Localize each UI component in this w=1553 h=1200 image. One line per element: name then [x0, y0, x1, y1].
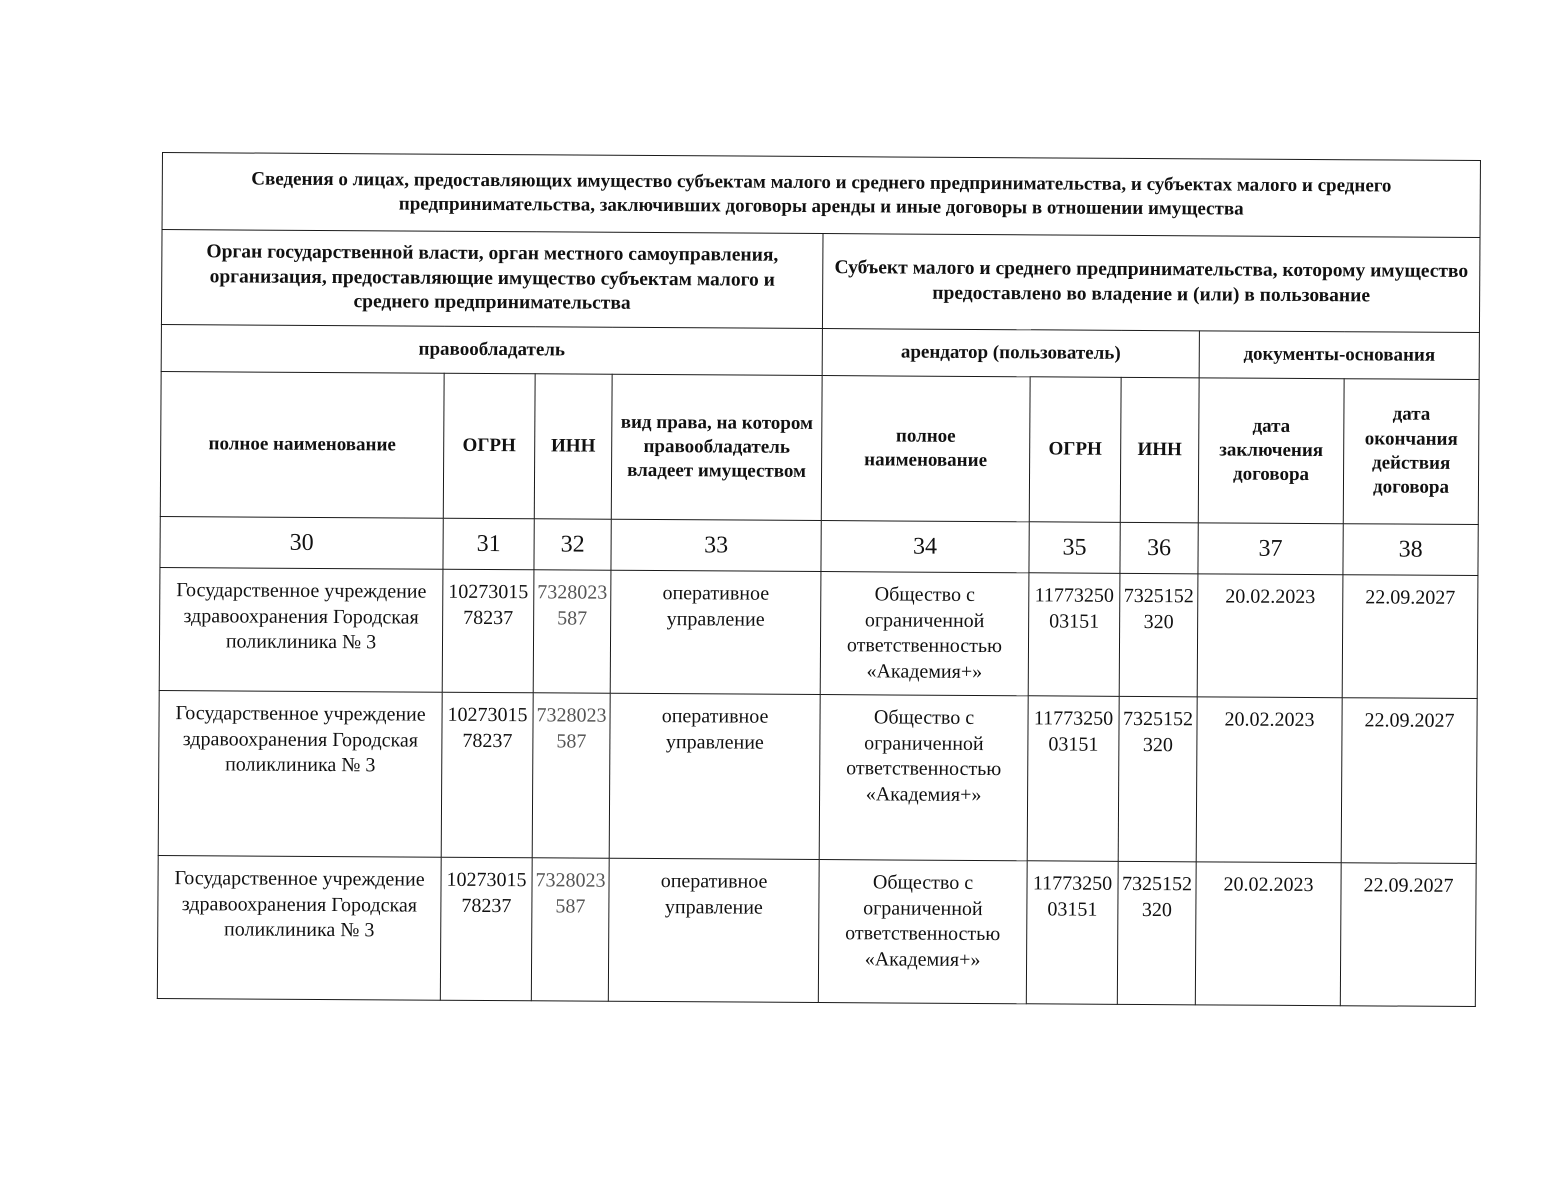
- col-number: 37: [1198, 523, 1343, 575]
- holder-ogrn-cell: 1027301578237: [442, 569, 534, 693]
- group-header-smb-subject: Субъект малого и среднего предпринимательства, которому имущество предоставлено во владение и (или) в пользование: [822, 234, 1480, 333]
- tenant-inn-cell: 7325152320: [1117, 861, 1196, 1004]
- col-header-date-end: дата окончания действия договора: [1343, 379, 1479, 525]
- tenant-inn-cell: 7325152320: [1119, 573, 1198, 696]
- tenant-ogrn-cell: 1177325003151: [1027, 696, 1119, 862]
- holder-ogrn-cell: 1027301578237: [441, 692, 533, 858]
- col-number: 31: [443, 518, 534, 570]
- subgroup-tenant: арендатор (пользователь): [822, 329, 1199, 378]
- right-type-cell: оперативное управление: [610, 570, 821, 694]
- column-number-row: [160, 516, 1478, 575]
- group-row: [161, 230, 1480, 333]
- col-number: 38: [1343, 524, 1478, 576]
- holder-inn-cell: 7328023587: [531, 858, 609, 1001]
- registry-table: [157, 152, 1481, 1007]
- tenant-name-cell: Общество с ограниченной ответственностью «Академия+»: [819, 695, 1028, 861]
- tenant-name-cell: Общество с ограниченной ответственностью «Академия+»: [818, 860, 1027, 1004]
- col-number: 30: [160, 516, 443, 569]
- col-header-date-start: дата заключения договора: [1198, 378, 1344, 524]
- date-start-cell: 20.02.2023: [1195, 862, 1341, 1006]
- holder-ogrn-cell: 1027301578237: [440, 857, 532, 1001]
- tenant-inn-cell: 7325152320: [1118, 696, 1197, 861]
- title-row: [162, 153, 1481, 238]
- col-number: 36: [1120, 522, 1198, 573]
- date-end-cell: 22.09.2027: [1342, 575, 1478, 699]
- date-end-cell: 22.09.2027: [1341, 698, 1477, 864]
- col-header-tenant-name: полное наименование: [821, 376, 1030, 522]
- date-start-cell: 20.02.2023: [1197, 574, 1343, 698]
- right-type-cell: оперативное управление: [609, 693, 820, 859]
- subgroup-documents: документы-основания: [1199, 331, 1479, 380]
- holder-name-cell: Государственное учреждение здравоохранения Городская поликлиника № 3: [159, 567, 443, 692]
- tenant-ogrn-cell: 1177325003151: [1028, 573, 1120, 697]
- col-number: 34: [821, 521, 1029, 573]
- col-header-tenant-inn: ИНН: [1120, 377, 1199, 522]
- col-header-right-type: вид права, на котором правообладатель владеет имуществом: [611, 374, 822, 520]
- col-number: 32: [534, 519, 611, 570]
- table-row: [158, 690, 1477, 863]
- subgroup-row: [161, 324, 1479, 379]
- holder-name-cell: Государственное учреждение здравоохранения Городская поликлиника № 3: [158, 690, 442, 857]
- tenant-name-cell: Общество с ограниченной ответственностью «Академия+»: [820, 572, 1029, 696]
- date-end-cell: 22.09.2027: [1340, 863, 1476, 1007]
- col-number: 35: [1029, 522, 1120, 574]
- holder-name-cell: Государственное учреждение здравоохранения Городская поликлиника № 3: [157, 855, 441, 1000]
- table-row: [159, 567, 1478, 698]
- table-row: [157, 855, 1476, 1006]
- col-header-tenant-ogrn: ОГРН: [1029, 377, 1121, 523]
- col-header-holder-ogrn: ОГРН: [443, 373, 535, 519]
- holder-inn-cell: 7328023587: [533, 570, 611, 693]
- document-sheet: [157, 152, 1480, 1007]
- col-number: 33: [611, 519, 821, 571]
- column-header-row: [160, 371, 1479, 524]
- col-header-holder-name: полное наименование: [160, 371, 444, 518]
- tenant-ogrn-cell: 1177325003151: [1026, 861, 1118, 1005]
- table-title: Сведения о лицах, предоставляющих имущество субъектам малого и среднего предпринимательства, и субъектах малого и среднего предпринимательства, заключивших договоры аренды и иные договоры в отношении имущества: [162, 153, 1481, 238]
- holder-inn-cell: 7328023587: [532, 693, 610, 858]
- date-start-cell: 20.02.2023: [1196, 697, 1342, 863]
- right-type-cell: оперативное управление: [608, 858, 819, 1002]
- subgroup-holder: правообладатель: [161, 324, 822, 375]
- col-header-holder-inn: ИНН: [534, 374, 612, 519]
- group-header-authority: Орган государственной власти, орган местного самоуправления, организация, предоставляющие имущество субъектам малого и среднего предпринимательства: [161, 230, 823, 329]
